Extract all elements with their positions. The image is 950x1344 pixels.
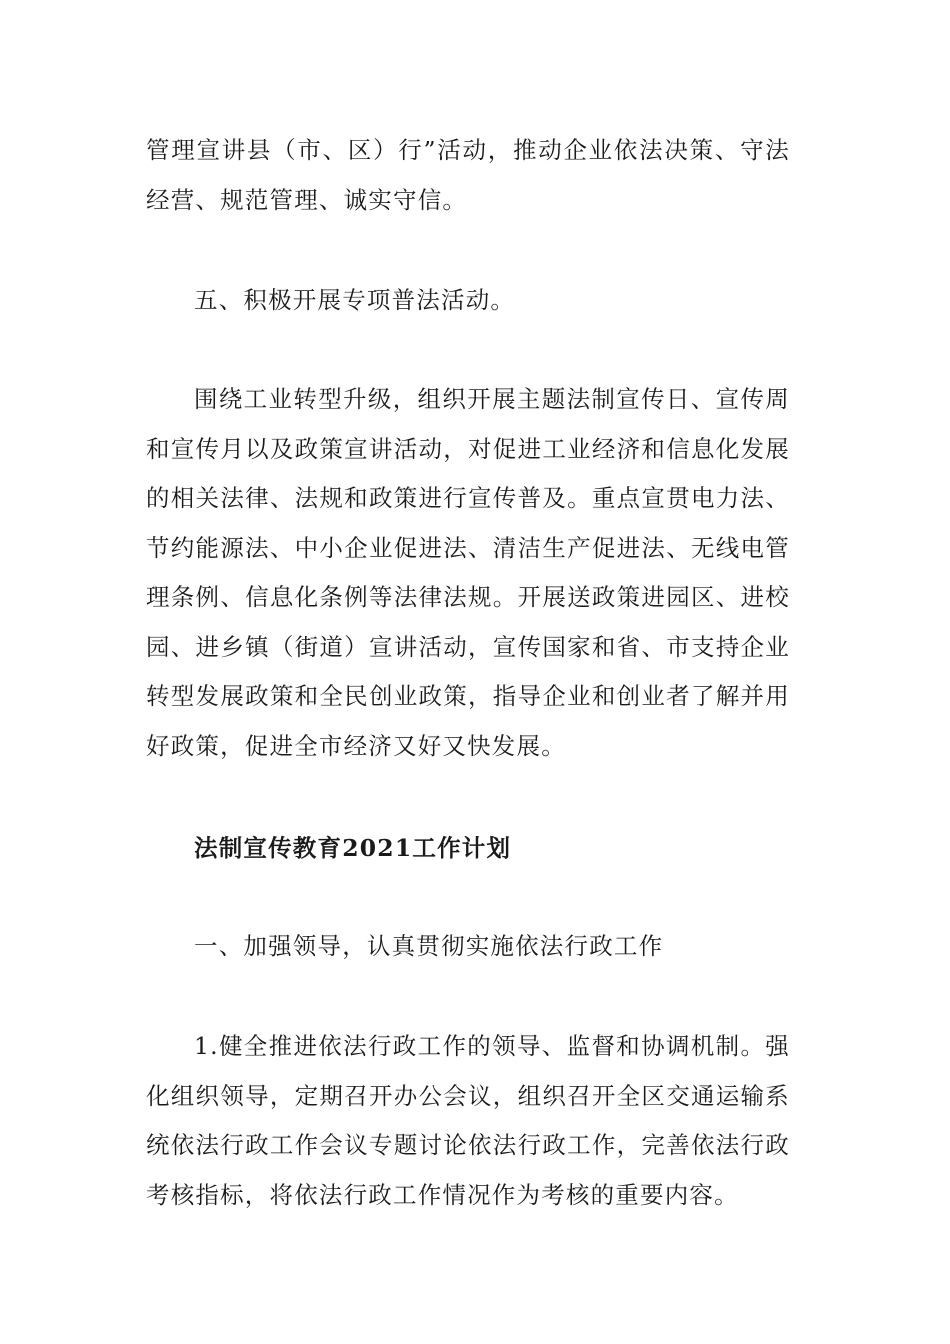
section-heading-five: 五、积极开展专项普法活动。: [194, 286, 516, 314]
body-paragraph: 围绕工业转型升级，组织开展主题法制宣传日、宣传周和宣传月以及政策宣讲活动，对促进工业经济和信息化发展的相关法律、法规和政策进行宣传普及。重点宣贯电力法、节约能源法、中小企业促进法、清洁生产促进法、无线电管理条例、信息化条例等法律法规。开展送政策进园区、进校园、进乡镇（街道）宣讲活动，宣传国家和省、市支持企业转型发展政策和全民创业政策，指导企业和创业者了解并用好政策，促进全市经济又好又快发展。: [146, 385, 790, 760]
continuation-paragraph: 管理宣讲县（市、区）行”活动，推动企业依法决策、守法经营、规范管理、诚实守信。: [146, 136, 790, 214]
document-title: 法制宣传教育2021工作计划: [194, 834, 512, 862]
section-heading-one: 一、加强领导，认真贯彻实施依法行政工作: [194, 932, 664, 960]
numbered-paragraph: 1.健全推进依法行政工作的领导、监督和协调机制。强化组织领导，定期召开办公会议，组织召开全区交通运输系统依法行政工作会议专题讨论依法行政工作，完善依法行政考核指标，将依法行政工作情况作为考核的重要内容。: [146, 1032, 790, 1209]
